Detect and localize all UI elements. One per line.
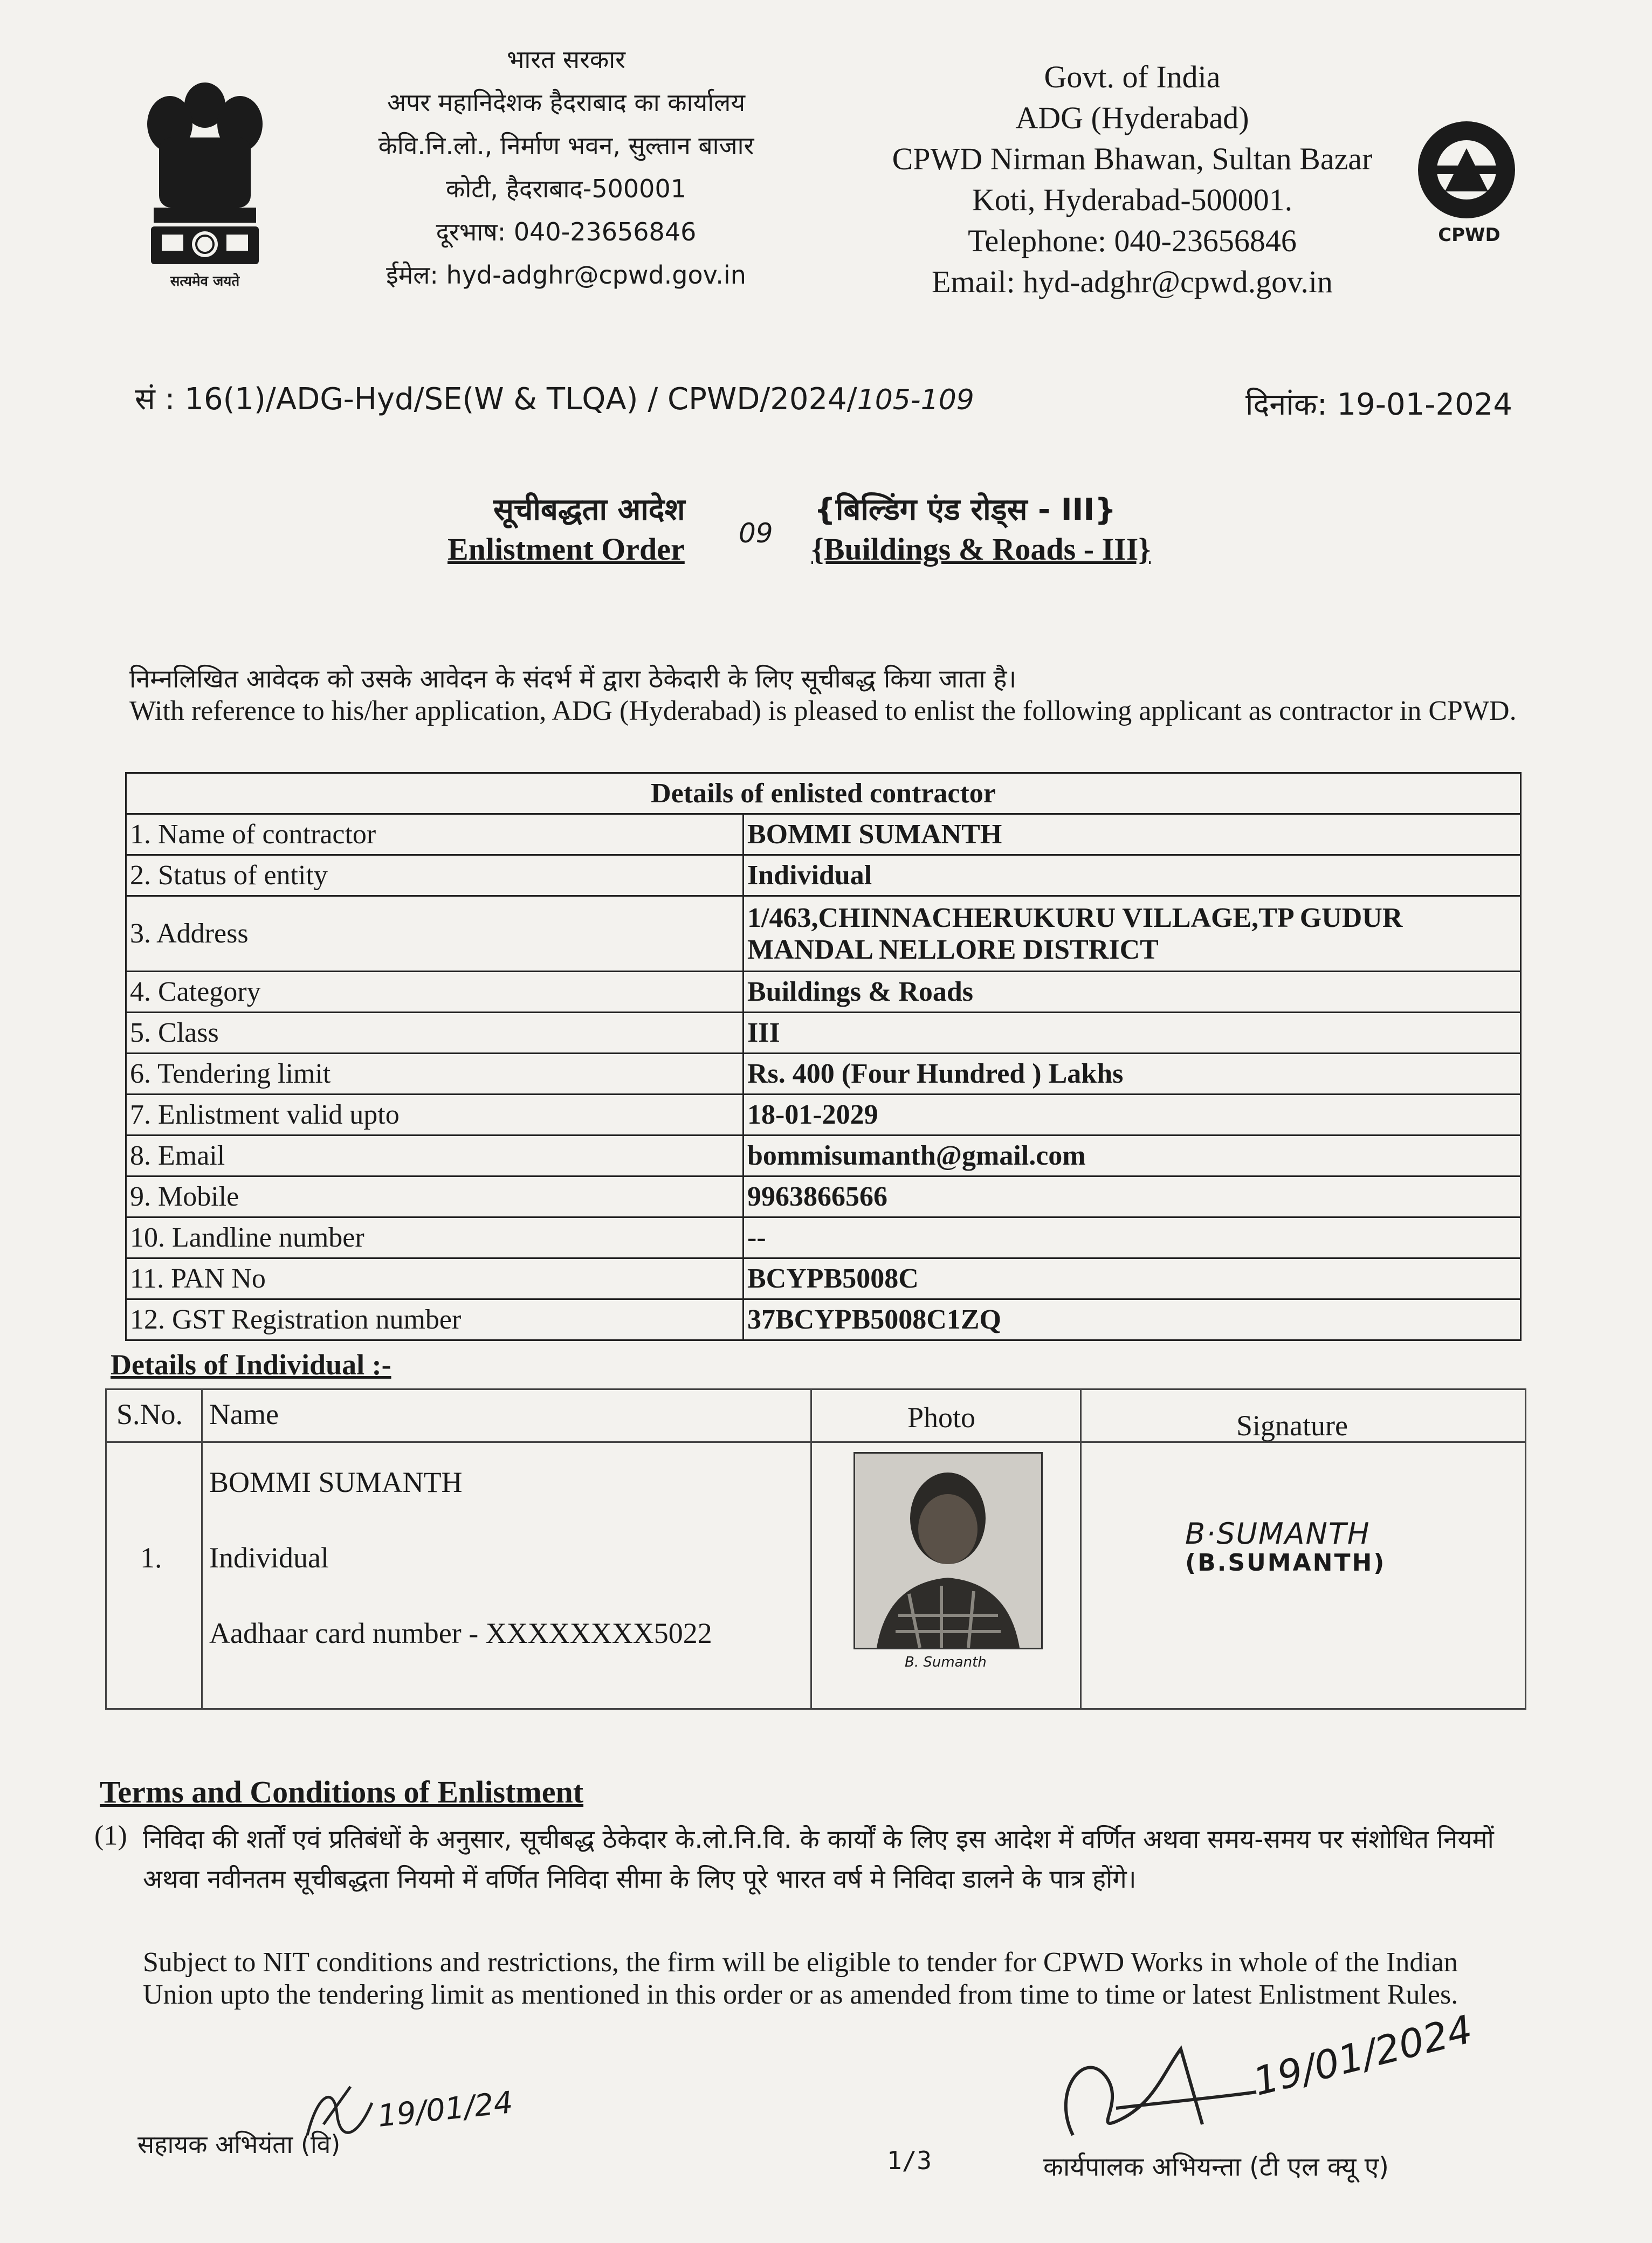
table-heading: Details of enlisted contractor	[126, 773, 1521, 814]
title-hindi-category: {बिल्डिंग एंड रोड्स - III}	[814, 492, 1117, 527]
header-hindi-line: केवि.नि.लो., निर्माण भवन, सुल्तान बाजार	[378, 131, 754, 160]
header-hindi-line: दूरभाष: 040-23656846	[436, 217, 697, 246]
reference-handwritten: 105-109	[857, 384, 974, 416]
row-label: 6. Tendering limit	[126, 1054, 744, 1095]
logo-text: CPWD	[1438, 224, 1500, 246]
cpwd-logo-icon	[1413, 116, 1526, 251]
table-row	[126, 1258, 1521, 1299]
table-row	[126, 972, 1521, 1013]
row-value: bommisumanth@gmail.com	[744, 1136, 1521, 1176]
header-hindi-line: ईमेल: hyd-adghr@cpwd.gov.in	[386, 260, 746, 290]
header-english	[852, 57, 1413, 302]
date-label: दिनांक:	[1245, 387, 1327, 422]
assistant-engineer-label: सहायक अभियंता (वि)	[137, 2130, 341, 2159]
terms-title: Terms and Conditions of Enlistment	[100, 1774, 584, 1809]
row-label: 3. Address	[126, 896, 744, 972]
row-value: BCYPB5008C	[744, 1258, 1521, 1299]
table-row	[126, 1013, 1521, 1054]
table-row	[126, 1217, 1521, 1258]
reference-prefix: सं : 16(1)/ADG-Hyd/SE(W & TLQA) / CPWD/2024/	[135, 382, 857, 417]
row-label: 9. Mobile	[126, 1176, 744, 1217]
table-row	[126, 855, 1521, 896]
row-value: 1/463,CHINNACHERUKURU VILLAGE,TP GUDUR MANDAL NELLORE DISTRICT	[744, 896, 1521, 972]
row-label: 4. Category	[126, 972, 744, 1013]
title-english: Enlistment Order	[448, 532, 685, 567]
row-label: 7. Enlistment valid upto	[126, 1095, 744, 1136]
header-hindi-line: अपर महानिदेशक हैदराबाद का कार्यालय	[387, 88, 746, 117]
table-row	[126, 1054, 1521, 1095]
row-value: Individual	[744, 855, 1521, 896]
emblem-caption: सत्यमेव जयते	[170, 273, 240, 290]
row-label: 5. Class	[126, 1013, 744, 1054]
table-row	[126, 1176, 1521, 1217]
table-row	[126, 1299, 1521, 1340]
row-value: 37BCYPB5008C1ZQ	[744, 1299, 1521, 1340]
date-value: 19-01-2024	[1337, 387, 1512, 422]
row-value: --	[744, 1217, 1521, 1258]
row-value: 9963866566	[744, 1176, 1521, 1217]
row-label: 12. GST Registration number	[126, 1299, 744, 1340]
term-number: (1)	[94, 1820, 127, 1851]
signature-handwritten: B·SUMANTH	[1185, 1517, 1371, 1551]
intro-hindi: निम्नलिखित आवेदक को उसके आवेदन के संदर्भ में द्वारा ठेकेदारी के लिए सूचीबद्ध किया जाता है।	[129, 664, 1017, 694]
table-row	[126, 814, 1521, 855]
row-label: 8. Email	[126, 1136, 744, 1176]
header-signature: Signature	[1236, 1409, 1348, 1442]
header-name: Name	[209, 1398, 279, 1430]
header-english-line: CPWD Nirman Bhawan, Sultan Bazar	[892, 141, 1373, 176]
table-row	[126, 896, 1521, 972]
title-english-category: {Buildings & Roads - III}	[811, 532, 1151, 567]
individual-details-table	[105, 1388, 1526, 1710]
individual-sno: 1.	[140, 1542, 162, 1574]
assistant-engineer-date: 19/01/24	[376, 2085, 515, 2134]
page-number: 1/3	[887, 2146, 932, 2175]
national-emblem-icon	[137, 73, 272, 294]
assistant-engineer-signature-icon	[286, 2070, 394, 2151]
signature-printed: (B.SUMANTH)	[1185, 1549, 1386, 1577]
individual-name: BOMMI SUMANTH	[209, 1466, 463, 1498]
term-english: Subject to NIT conditions and restrictions, the firm will be eligible to tender for CPWD Works in whole of the Indian Union upto the tendering limit as mentioned in this order or as amended from time to time or latest Enlistment Rules.	[143, 1947, 1458, 2010]
individual-section-title: Details of Individual :-	[111, 1348, 391, 1381]
row-label: 10. Landline number	[126, 1217, 744, 1258]
row-value: BOMMI SUMANTH	[744, 814, 1521, 855]
contractor-photo	[853, 1452, 1043, 1649]
row-value: III	[744, 1013, 1521, 1054]
individual-status: Individual	[209, 1542, 329, 1574]
header-photo: Photo	[907, 1401, 976, 1434]
reference-date	[1245, 383, 1512, 424]
title-hindi: सूचीबद्धता आदेश	[493, 492, 685, 527]
row-value: Buildings & Roads	[744, 972, 1521, 1013]
header-english-line: Govt. of India	[1044, 59, 1221, 94]
header-english-line: Email: hyd-adghr@cpwd.gov.in	[932, 264, 1333, 299]
row-label: 1. Name of contractor	[126, 814, 744, 855]
contractor-details-table	[125, 772, 1522, 1341]
executive-engineer-label: कार्यपालक अभियन्ता (टी एल क्यू ए)	[1043, 2152, 1389, 2182]
individual-aadhaar: Aadhaar card number - XXXXXXXX5022	[209, 1617, 712, 1649]
photo-signature: B. Sumanth	[905, 1654, 987, 1670]
table-row	[126, 1136, 1521, 1176]
header-hindi-line: भारत सरकार	[507, 45, 625, 74]
table-row	[126, 1095, 1521, 1136]
row-value: 18-01-2029	[744, 1095, 1521, 1136]
order-number-handwritten: 09	[739, 518, 773, 549]
header-english-line: Koti, Hyderabad-500001.	[972, 182, 1293, 217]
header-sno: S.No.	[116, 1398, 183, 1430]
row-label: 11. PAN No	[126, 1258, 744, 1299]
row-label: 2. Status of entity	[126, 855, 744, 896]
header-hindi-line: कोटी, हैदराबाद-500001	[446, 174, 686, 203]
executive-engineer-date: 19/01/2024	[1249, 2006, 1477, 2104]
header-english-line: ADG (Hyderabad)	[1015, 100, 1249, 135]
row-value: Rs. 400 (Four Hundred ) Lakhs	[744, 1054, 1521, 1095]
executive-engineer-signature-icon	[1041, 2027, 1267, 2162]
person-photo-icon	[855, 1454, 1041, 1648]
header-english-line: Telephone: 040-23656846	[968, 223, 1297, 258]
intro-english: With reference to his/her application, ADG (Hyderabad) is pleased to enlist the following applicant as contractor in CPWD.	[129, 696, 1517, 726]
term-hindi: निविदा की शर्तों एवं प्रतिबंधों के अनुसार, सूचीबद्ध ठेकेदार के.लो.नि.वि. के कार्यों के लिए इस आदेश में वर्णित अथवा समय-समय पर संशोधित नियमों अथवा नवीनतम सूचीबद्धता नियमो में वर्णित निविदा सीमा के लिए पूरे भारत वर्ष मे निविदा डालने के पात्र होंगे।	[143, 1825, 1494, 1894]
reference-number	[135, 377, 974, 418]
header-hindi	[323, 38, 809, 297]
